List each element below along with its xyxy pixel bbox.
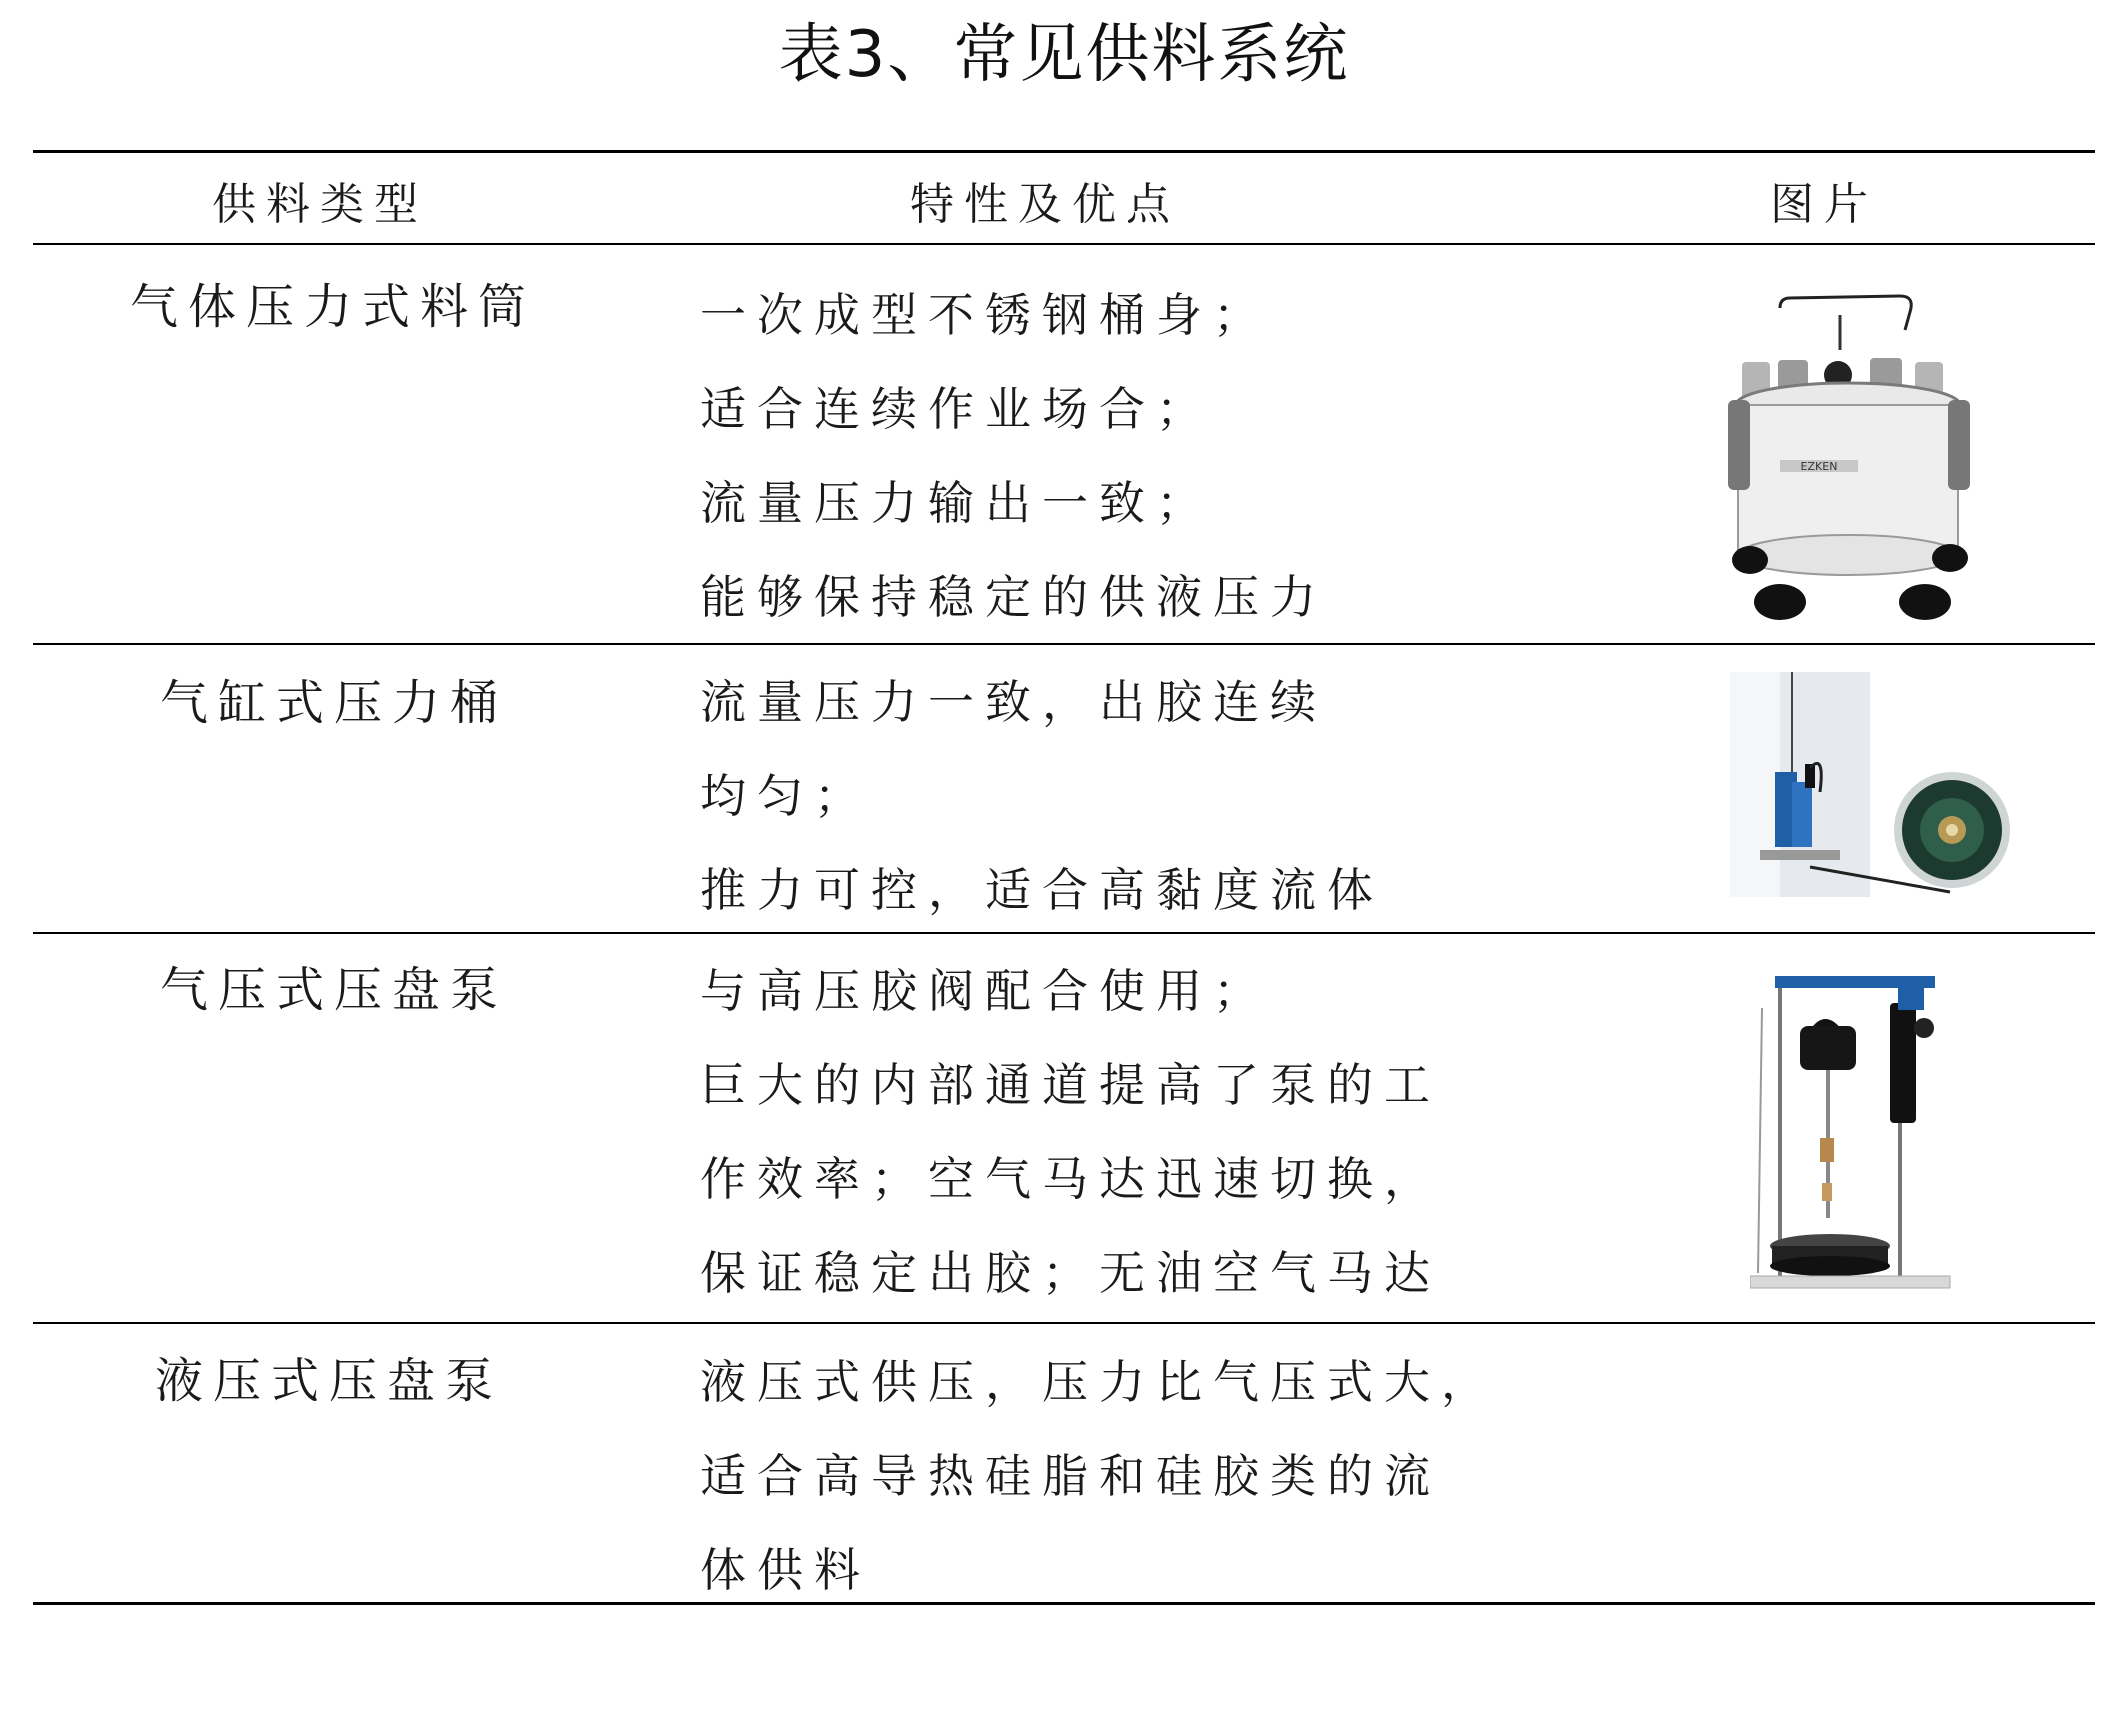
row-1-features	[700, 268, 1327, 644]
row-3-type: 气压式压盘泵	[160, 962, 509, 1018]
row-1-feature-3: 流量压力输出一致；	[700, 476, 1213, 530]
header-picture: 图片	[1770, 179, 1878, 230]
row-4-feature-2: 适合高导热硅脂和硅胶类的流	[700, 1449, 1441, 1503]
row-2-features	[700, 655, 1384, 937]
row-2-feature-1: 流量压力一致，出胶连续	[700, 675, 1327, 729]
row-3-feature-3: 作效率；空气马达迅速切换，	[700, 1152, 1441, 1206]
row-4-feature-3: 体供料	[700, 1543, 871, 1597]
row-1-feature-2: 适合连续作业场合；	[700, 382, 1213, 436]
row-1-rule	[33, 643, 2095, 645]
table-title: 表3、常见供料系统	[778, 18, 1350, 92]
row-2-rule	[33, 932, 2095, 934]
tank-brand-label: EZKEN	[1800, 460, 1838, 473]
row-2-feature-3: 推力可控，适合高黏度流体	[700, 863, 1384, 917]
top-rule	[33, 150, 2095, 153]
row-3-feature-1: 与高压胶阀配合使用；	[700, 964, 1270, 1018]
pneumatic-platen-pump-photo	[1750, 968, 1970, 1298]
cylinder-pressure-barrel-photo	[1730, 672, 2030, 902]
row-1-feature-4: 能够保持稳定的供液压力	[700, 570, 1327, 624]
row-4-type: 液压式压盘泵	[155, 1353, 504, 1409]
row-2-feature-2: 均匀；	[700, 769, 871, 823]
row-4-feature-1: 液压式供压，压力比气压式大，	[700, 1355, 1498, 1409]
row-2-type: 气缸式压力桶	[160, 675, 509, 731]
header-type: 供料类型	[212, 179, 428, 230]
row-1-type: 气体压力式料筒	[130, 279, 537, 335]
row-1-feature-1: 一次成型不锈钢桶身；	[700, 288, 1270, 342]
row-3-features	[700, 944, 1441, 1320]
row-3-feature-4: 保证稳定出胶；无油空气马达	[700, 1246, 1441, 1300]
row-3-rule	[33, 1322, 2095, 1324]
pressure-tank-photo	[1720, 290, 1980, 630]
header-features: 特性及优点	[910, 179, 1180, 230]
bottom-rule	[33, 1602, 2095, 1605]
row-3-feature-2: 巨大的内部通道提高了泵的工	[700, 1058, 1441, 1112]
row-4-features	[700, 1335, 1498, 1617]
header-rule	[33, 243, 2095, 245]
